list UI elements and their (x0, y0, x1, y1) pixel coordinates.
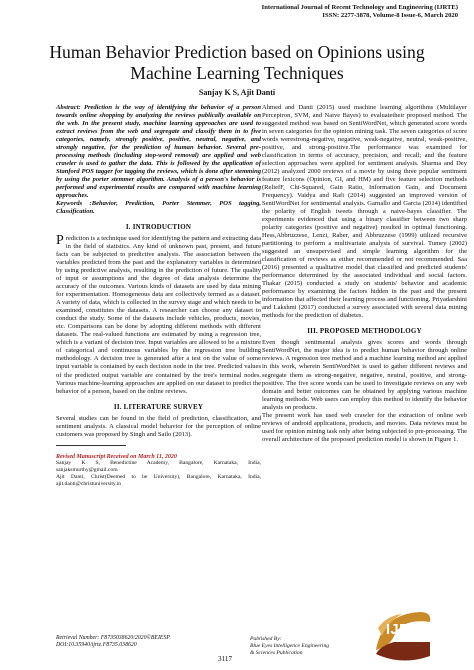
publisher-line1: Blue Eyes Intelligence Engineering (250, 642, 330, 649)
literature-paragraph: Several studies can be found in the field of prediction, classification, and sentiment analysis. A classical model behavior for the perception of online customers was proposed by Singh and Sailo (2013). (56, 414, 261, 438)
journal-header (158, 4, 458, 21)
methodology-paragraph: Even though sentimental analysis gives scores and words through SentiWordNet, the major idea is to predict human behavior through online reviews. A regression tree method and a machine learning method are applied in this work, wherein SentiWordNet is used to gather different reviews and segregate them as strong-negative, negative, neutral, positive, and strong-positive. The five score words can be used to investigate reviews on any web domain and better outcomes can be obtained by applying various machine learning methods. Web users can employ this method to identify the behavior analysis on products. (262, 339, 467, 411)
journal-issue: ISSN: 2277-3878, Volume-8 Issue-6, March 2020 (322, 12, 458, 20)
retrieval-number: Retrieval Number: F8735038620/2020©BEIESP (56, 635, 170, 641)
right-column (262, 104, 467, 444)
logo-subtext: Exploring Innovation (389, 644, 421, 648)
doi: DOI:10.35940/ijrte.F8735.038620 (56, 642, 137, 649)
revised-note: Revised Manuscript Received on March 11, 2020 (56, 453, 177, 460)
literature-continued: Ahmed and Danti (2015) used machine learning algorithms (Multilayer Perceptron, SVM, and Naive Bayes) to evaluatetheir proposed method. The suggested method was based on SentiWordNet, which generated score words in seven categories for the opinion mining task. The seven categories of score words werestrong-negative, negative, weak-negative, neutral, weak-positive, positive, and strong-positive.The performance was examined for classification in terms of accuracy, precision, and recall; and the feature selection approaches were applied for sentiment analysis. Sharma and Dey (2012) analyzed 2000 reviews of a movie by using three popular sentiment feature lexicons (Opinion, GI, and HM) and five feature selection methods (ReliefF, Chi-Squared, Gain Ratio, Information Gain, and Document Frequency). Vaidya and Rafi (2014) suggested an improved version of SentiWordNet for sentimental analysis. Garnallo and Garcia (2014) identified the polarity of English tweets through a naive-bayes classifier. The experiments evidenced that using a binary classifier between two sharp polarity categories (positive and negative) resulted in optimal functioning. Hess,Abbruzzese, Lenzi, Raber, and Abbruzzese (1999) utilized recursive partitioning to perform a multivariate analysis of survival. Tumey (2002) suggested an unsupervised and simple learning algorithm for the classification of reviews as either recommended or not recommended. Saa (2016) presented a qualitative model that classified and predicted students' performance determined by the associated individual and social factors. Thakar (2015) conducted a study on students' behavior and academic performance by examining the factors hidden in the past and the present information that affected their learning process and functioning. Priyadarshini and Lakshmi (2017) conducted a survey associated with several data mining methods for the prediction of diabetes. (262, 104, 467, 320)
publisher-label: Published By: (250, 636, 282, 642)
section-heading-methodology: III. PROPOSED METHODOLOGY (307, 327, 422, 336)
author1-affiliation: Sanjay K S, Benedictine Academy, Bangalore, Karnataka, India, sanjaksmurthy@gmail.com (56, 460, 261, 474)
paper-title: Human Behavior Prediction based on Opinions using Machine Learning Techniques (49, 42, 425, 83)
author2-affiliation: Ajit Danti, Christ(Deemed to be University), Bangalore, Karnataka, India, ajit.danti@christuniversity.in (56, 474, 261, 487)
logo-text: IJRTE (386, 622, 430, 638)
publisher-line2: & Sciences Publication (250, 649, 303, 656)
retrieval-info (56, 635, 216, 649)
footnote (56, 454, 261, 488)
section-heading-literature: II. LITERATURE SURVEY (113, 402, 204, 411)
journal-name: International Journal of Recent Technology and Engineering (IJRTE) (261, 4, 458, 11)
footnote-rule (56, 445, 126, 446)
methodology-paragraph-2: The present work has used web crawler for the extraction of online web reviews of android applications, products, and movies. Data reviews must be used for opinion mining task only after being subjected to pre-processing. The overall architecture of the proposed prediction model is shown in Figure 1. (262, 411, 467, 443)
introduction-paragraph (56, 235, 261, 395)
abstract: Abstract: Prediction is the way of identifying the behavior of a person towards online shopping by analyzing the reviews publically available on the web. In the present study, machine learning approaches are used to extract reviews from the web and segregate and classify them in to five categories, namely, strongly positive, positive, neutral, negative, and strongly negative, for the prediction of human behavior. Several pre-processing methods (including stop-word removal) are applied and web crawler is used to gather the data. This is followed by the application of Stanford POS tagger for tagging the reviews, which is done after stemming by using the porter stemmer algorithm. Analysis of a person's behavior is performed and experimental results are compared with machine learning approaches. (56, 104, 261, 200)
page-number: 3117 (218, 655, 233, 663)
keywords: Keywords :Behavior, Prediction, Porter Stemmer, POS tagging, Classification. (56, 200, 261, 216)
paper-authors: Sanjay K S, Ajit Danti (198, 88, 276, 97)
publisher-info (250, 636, 360, 657)
left-column (56, 104, 261, 488)
section-heading-introduction: I. INTRODUCTION (125, 223, 192, 232)
introduction-text: rediction is a technique used for identifying the pattern and extracting data in the field of statistics. Any kind of unknown past, present, and future facts can be subjected to predictive analysis. The association between the variables predicted from the past and the explanatory variables is determined by using predictive analysis, resulting in the prediction of future. The quality of input or assumptions and the degree of data analysis determine the accuracy of the outcomes. Various kinds of datasets are used by data mining for experimentation. Homogeneous data are collectively termed as a dataset. A variety of data, which is collected in the survey stage and which needs to be examined, constitutes the datasets. A researcher can choose any dataset to conduct the study. Some of the datasets include vehicles, products, movies, etc. Comparisons can be done by adopting different methods with different datasets. The real-valued functions are estimated by using a regression tree, which is a variant of decision tree. Input variables are allowed to be a mixture of categorical and continuous variables by the regression tree building methodology. A decision tree is generated after a test on the value of some input variable is contained by each decision node in the tree. Predicted values of the predicted output variable are contained by the tree's terminal nodes. Various machine-learning approaches are applied on our dataset to predict the behavior of a person, based on the online reviews. (56, 235, 261, 395)
drop-cap: P (56, 233, 64, 249)
